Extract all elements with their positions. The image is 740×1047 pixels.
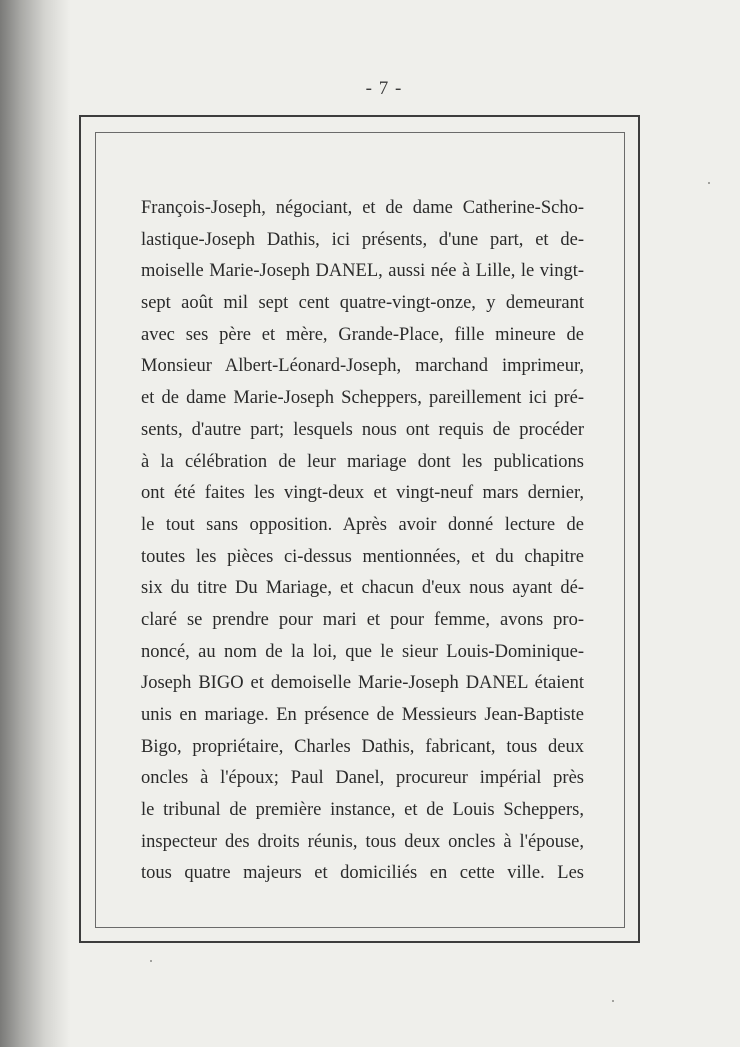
body-text: [141, 193, 584, 890]
text-line: oncles à l'époux; Paul Danel, procureur impérial près: [141, 768, 584, 789]
text-line: toutes les pièces ci-dessus mentionnées, et du chapitre: [141, 546, 584, 567]
paper-speck: [150, 960, 152, 962]
paper-speck: [708, 182, 710, 184]
text-line: claré se prendre pour mari et pour femme, avons pro-: [141, 609, 584, 630]
text-line: moiselle Marie-Joseph DANEL, aussi née à Lille, le vingt-: [141, 261, 584, 282]
binding-shadow: [0, 0, 70, 1047]
text-line: six du titre Du Mariage, et chacun d'eux nous ayant dé-: [141, 578, 584, 599]
text-line: le tout sans opposition. Après avoir donné lecture de: [141, 514, 584, 535]
text-line: lastique-Joseph Dathis, ici présents, d'une part, et de-: [141, 229, 584, 250]
text-line: noncé, au nom de la loi, que le sieur Louis-Dominique-: [141, 641, 584, 662]
text-line: tous quatre majeurs et domiciliés en cette ville. Les: [141, 863, 584, 884]
text-line: le tribunal de première instance, et de Louis Scheppers,: [141, 800, 584, 821]
text-line: ont été faites les vingt-deux et vingt-neuf mars dernier,: [141, 483, 584, 504]
text-line: sept août mil sept cent quatre-vingt-onze, y demeurant: [141, 293, 584, 314]
text-line: à la célébration de leur mariage dont les publications: [141, 451, 584, 472]
text-line: Monsieur Albert-Léonard-Joseph, marchand imprimeur,: [141, 356, 584, 377]
text-line: unis en mariage. En présence de Messieurs Jean-Baptiste: [141, 705, 584, 725]
page-number: - 7 -: [365, 78, 403, 99]
text-line: inspecteur des droits réunis, tous deux oncles à l'épouse,: [141, 831, 584, 852]
text-line: Joseph BIGO et demoiselle Marie-Joseph DANEL étaient: [141, 673, 584, 694]
text-line: et de dame Marie-Joseph Scheppers, pareillement ici pré-: [141, 388, 584, 409]
text-line: sents, d'autre part; lesquels nous ont requis de procéder: [141, 419, 584, 440]
text-line: Bigo, propriétaire, Charles Dathis, fabricant, tous deux: [141, 736, 584, 757]
text-line: avec ses père et mère, Grande-Place, fille mineure de: [141, 324, 584, 345]
paper-speck: [612, 1000, 614, 1002]
text-line: François-Joseph, négociant, et de dame Catherine-Scho-: [141, 198, 584, 218]
